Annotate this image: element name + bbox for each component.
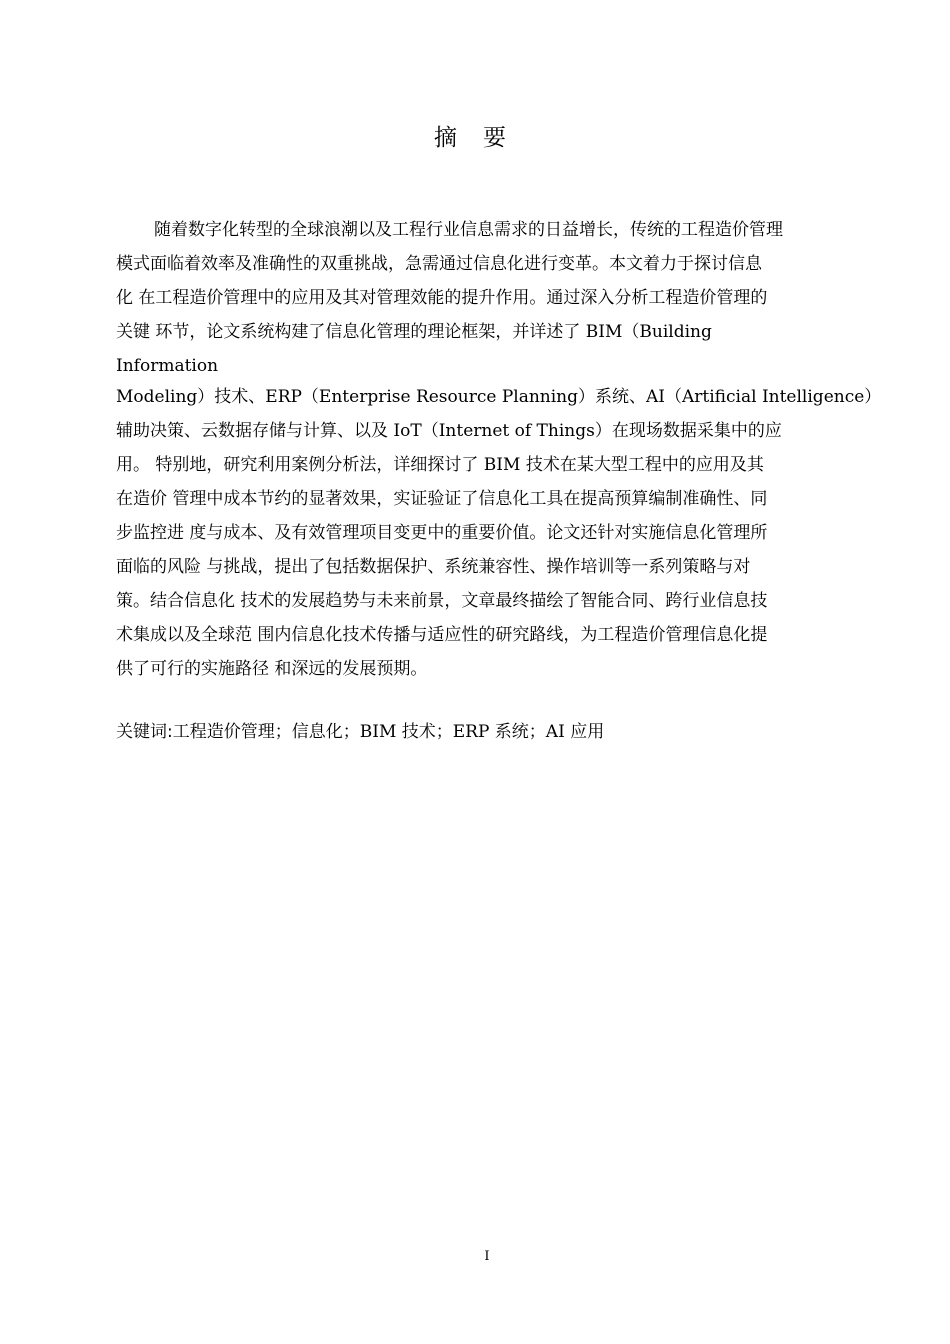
- abstract-line: 用。 特别地，研究利用案例分析法，详细探讨了 BIM 技术在某大型工程中的应用及其: [116, 455, 764, 475]
- abstract-paragraph-part-1: [116, 213, 856, 383]
- abstract-line: 术集成以及全球范 围内信息化技术传播与适应性的研究路线，为工程造价管理信息化提: [116, 625, 768, 645]
- abstract-line: 关键 环节，论文系统构建了信息化管理的理论框架，并详述了 BIM（Building: [116, 322, 712, 342]
- abstract-line: 辅助决策、云数据存储与计算、以及 IoT（Internet of Things）在现场数据采集中的应: [116, 421, 782, 441]
- abstract-line: 在造价 管理中成本节约的显著效果，实证验证了信息化工具在提高预算编制准确性、同: [116, 489, 768, 509]
- abstract-line: 策。结合信息化 技术的发展趋势与未来前景，文章最终描绘了智能合同、跨行业信息技: [116, 591, 768, 611]
- abstract-line: Information: [116, 356, 219, 376]
- page-number: I: [484, 1249, 490, 1264]
- abstract-line: 面临的风险 与挑战，提出了包括数据保护、系统兼容性、操作培训等一系列策略与对: [116, 557, 751, 577]
- page-title: 摘要: [434, 125, 532, 151]
- abstract-line: 随着数字化转型的全球浪潮以及工程行业信息需求的日益增长，传统的工程造价管理: [154, 220, 783, 240]
- abstract-paragraph-part-2: [116, 380, 882, 686]
- abstract-line: 供了可行的实施路径 和深远的发展预期。: [116, 659, 428, 679]
- abstract-line: Modeling）技术、ERP（Enterprise Resource Planning）系统、AI（Artificial Intelligence）: [116, 387, 882, 407]
- keywords-line: [116, 715, 604, 749]
- keywords-label: 关键词:: [116, 722, 173, 742]
- keywords-value: 工程造价管理；信息化；BIM 技术；ERP 系统；AI 应用: [172, 722, 605, 742]
- abstract-line: 化 在工程造价管理中的应用及其对管理效能的提升作用。通过深入分析工程造价管理的: [116, 288, 768, 308]
- abstract-line: 步监控进 度与成本、及有效管理项目变更中的重要价值。论文还针对实施信息化管理所: [116, 523, 768, 543]
- abstract-line: 模式面临着效率及准确性的双重挑战，急需通过信息化进行变革。本文着力于探讨信息: [116, 254, 762, 274]
